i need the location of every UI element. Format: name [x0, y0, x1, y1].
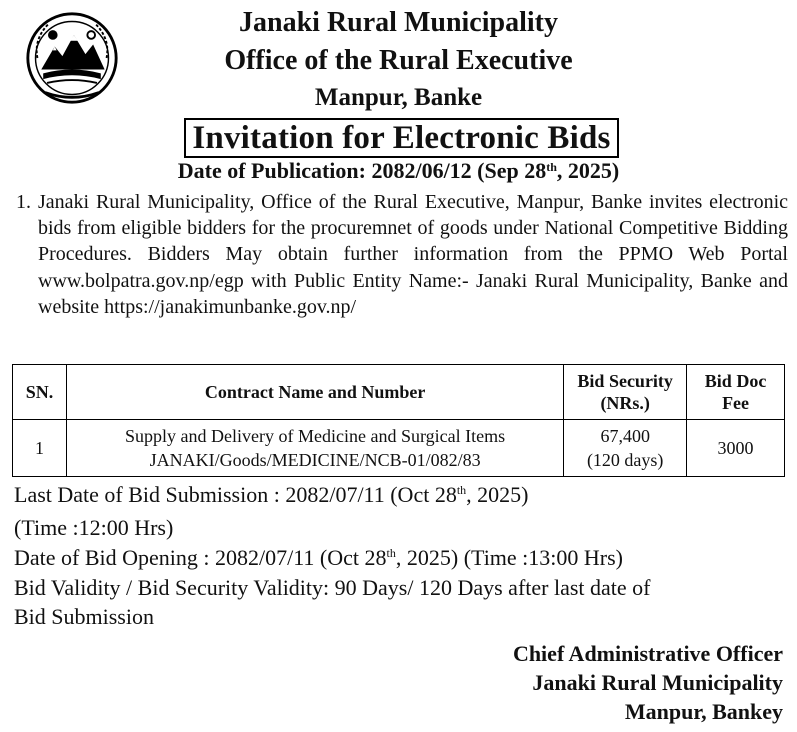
signatory-title: Chief Administrative Officer: [512, 641, 783, 666]
publication-date: Date of Publication: 2082/06/12 (Sep 28th, 2025): [177, 158, 620, 183]
bid-opening-date: Date of Bid Opening : 2082/07/11 (Oct 28th, 2025) (Time :13:00 Hrs): [14, 545, 624, 570]
signatory-office: Janaki Rural Municipality: [532, 670, 783, 695]
municipality-name: Janaki Rural Municipality: [239, 7, 558, 38]
office-address: Manpur, Banke: [314, 84, 483, 111]
bid-validity-continued: Bid Submission: [14, 604, 154, 629]
contract-table: [12, 364, 785, 477]
notice-title: Invitation for Electronic Bids: [184, 118, 618, 158]
col-header-bid-security: Bid Security (NRs.): [564, 365, 687, 420]
notice-paragraph: [16, 189, 788, 320]
signatory-address: Manpur, Bankey: [624, 699, 783, 724]
col-header-contract: Contract Name and Number: [66, 365, 563, 420]
bid-validity: Bid Validity / Bid Security Validity: 90 Days/ 120 Days after last date of: [14, 575, 651, 600]
col-header-sn: SN.: [13, 365, 67, 420]
cell-bid-doc-fee: 3000: [687, 420, 785, 477]
table-header-row: [13, 365, 785, 420]
bid-submission-time: (Time :12:00 Hrs): [14, 515, 174, 540]
cell-bid-security: 67,400 (120 days): [564, 420, 687, 477]
office-name: Office of the Rural Executive: [224, 45, 573, 76]
paragraph-number: 1.: [16, 191, 31, 213]
col-header-bid-doc-fee: Bid Doc Fee: [687, 365, 785, 420]
paragraph-text: Janaki Rural Municipality, Office of the Rural Executive, Manpur, Banke invites electronic bids from eligible bidders for the procuremnet of goods under National Competitive Bidding Procedures. Bidders May obtain further information from the PPMO Web Portal www.bolpatra.gov.np/egp with Public Entity Name:- Janaki Rural Municipality, Banke and website https://janakimunbanke.gov.np/: [38, 191, 788, 318]
bid-submission-date: Last Date of Bid Submission : 2082/07/11 (Oct 28th, 2025): [14, 482, 529, 507]
cell-sn: 1: [13, 420, 67, 477]
table-row: [13, 420, 785, 477]
cell-contract: Supply and Delivery of Medicine and Surgical Items JANAKI/Goods/MEDICINE/NCB-01/082/83: [66, 420, 563, 477]
